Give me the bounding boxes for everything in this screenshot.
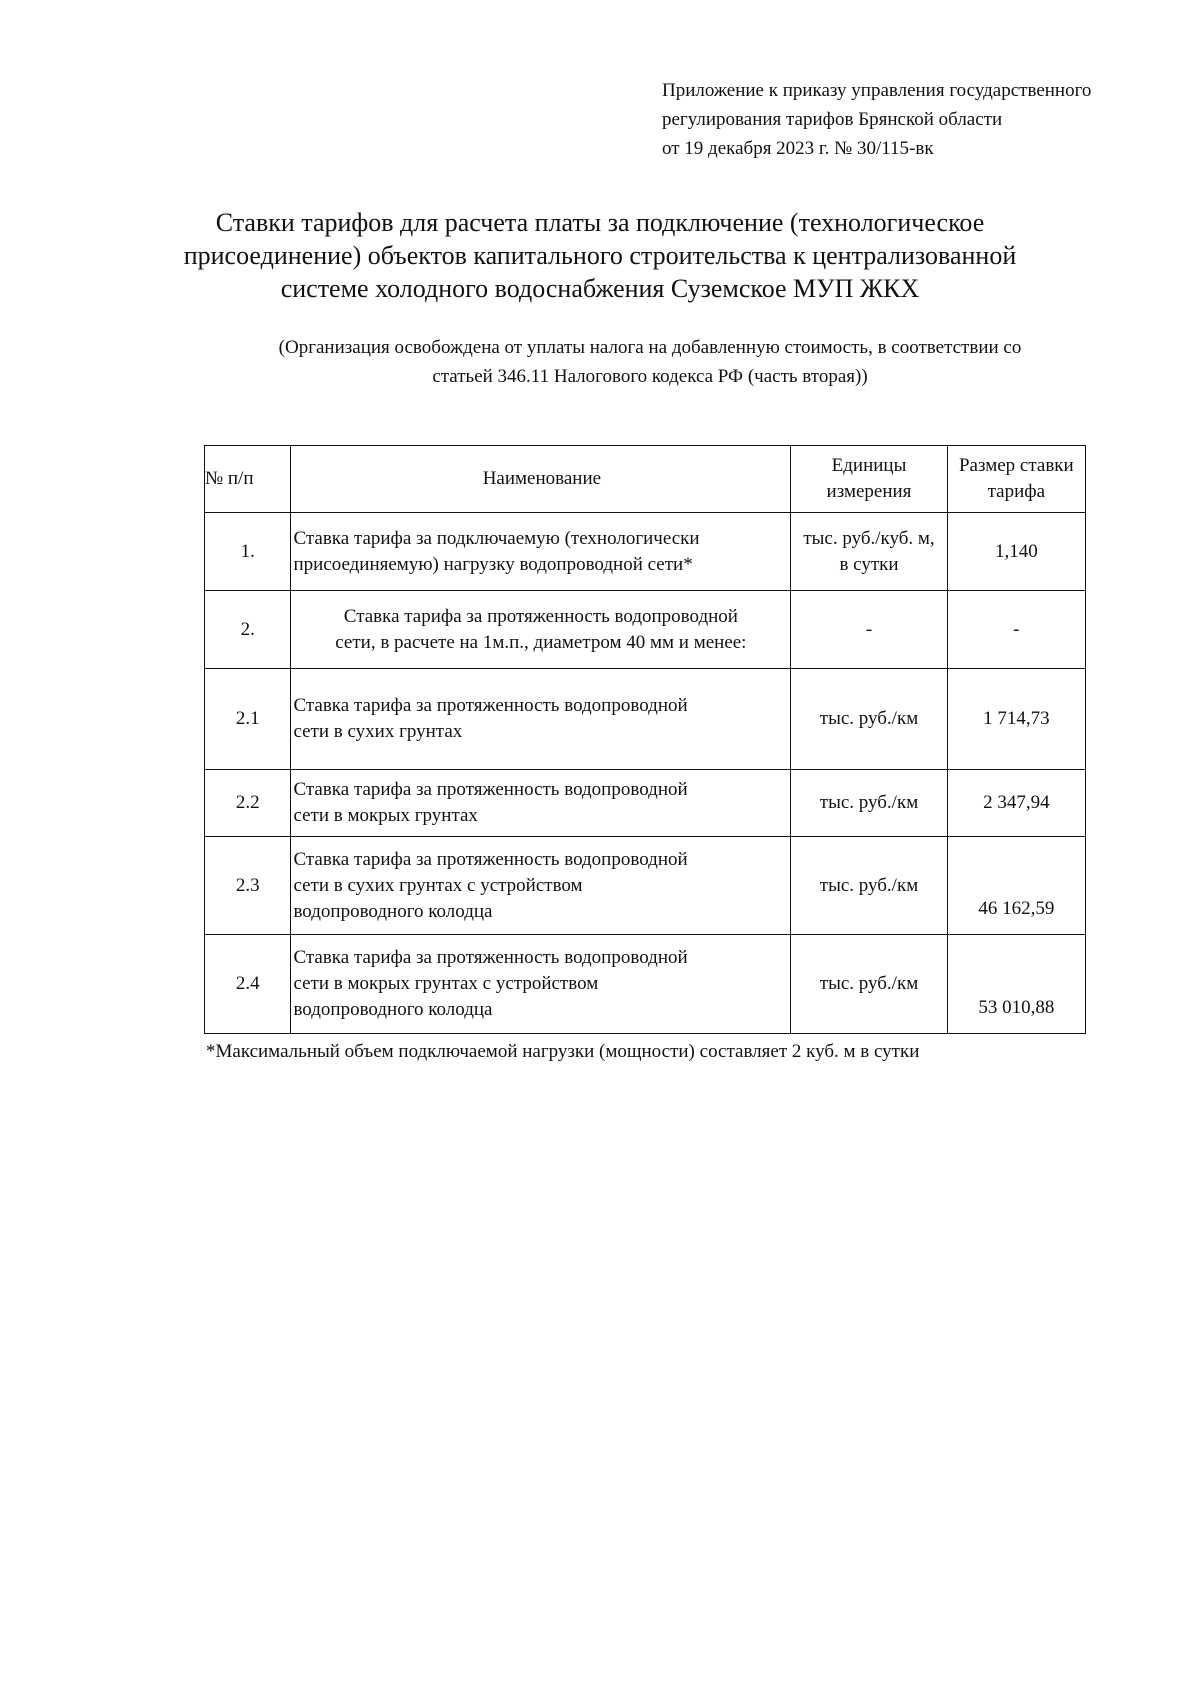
row-unit: тыс. руб./км [791,770,947,837]
document-title [150,206,1050,305]
table-row [205,935,1086,1034]
row-number: 2.2 [205,770,291,837]
table-row [205,513,1086,591]
row-name [291,513,791,591]
row-name-line: сети в мокрых грунтах [293,805,478,826]
note-line: (Организация освобождена от уплаты налога на добавленную стоимость, в соответствии со [278,337,1022,358]
row-unit: тыс. руб./км [791,935,947,1034]
row-number: 2.4 [205,935,291,1034]
header-value [947,446,1085,513]
footnote: *Максимальный объем подключаемой нагрузки (мощности) составляет 2 куб. м в сутки [206,1041,920,1062]
row-value: 53 010,88 [947,935,1085,1034]
tariff-table [204,445,1086,1034]
row-unit: - [791,591,947,669]
note-line: статьей 346.11 Налогового кодекса РФ (часть вторая)) [432,366,868,387]
row-unit [791,513,947,591]
row-name-line: Ставка тарифа за протяженность водопроводной [293,779,688,800]
row-value: 1,140 [947,513,1085,591]
row-name-line: присоединяемую) нагрузку водопроводной сети* [293,553,693,575]
header-name: Наименование [291,446,791,513]
table-row [205,591,1086,669]
row-name [291,669,791,770]
row-value: 2 347,94 [947,770,1085,837]
appendix-reference [662,76,1182,163]
row-name [291,935,791,1034]
row-value: 1 714,73 [947,669,1085,770]
header-unit-line: измерения [826,481,912,502]
row-name-line: сети в сухих грунтах с устройством [293,874,583,896]
header-no: № п/п [205,446,291,513]
row-value: - [947,591,1085,669]
row-name-line: Ставка тарифа за протяженность водопроводной [343,605,738,627]
row-number: 2.3 [205,837,291,935]
row-number: 2. [205,591,291,669]
row-name-line: Ставка тарифа за протяженность водопроводной [293,848,688,870]
row-unit: тыс. руб./км [791,669,947,770]
appendix-line: от 19 декабря 2023 г. № 30/115-вк [662,138,934,159]
header-unit [791,446,947,513]
row-name-line: водопроводного колодца [293,900,493,922]
vat-note [200,333,1100,391]
appendix-line: регулирования тарифов Брянской области [662,109,1003,130]
table-row [205,669,1086,770]
title-line: Ставки тарифов для расчета платы за подключение (технологическое [215,208,985,237]
row-name [291,770,791,837]
header-unit-line: Единицы [831,455,907,476]
row-name-line: Ставка тарифа за протяженность водопроводной [293,695,688,716]
table-header-row [205,446,1086,513]
row-name-line: сети в сухих грунтах [293,721,463,742]
row-unit-line: тыс. руб./куб. м, [803,527,935,549]
row-name-line: водопроводного колодца [293,999,493,1020]
table-row [205,837,1086,935]
row-value: 46 162,59 [947,837,1085,935]
row-name [291,591,791,669]
table-row [205,770,1086,837]
row-name [291,837,791,935]
appendix-line: Приложение к приказу управления государственного [662,80,1092,101]
title-line: присоединение) объектов капитального строительства к централизованной [183,241,1017,270]
row-name-line: сети, в расчете на 1м.п., диаметром 40 мм и менее: [335,631,747,653]
header-value-line: Размер ставки [958,455,1074,476]
row-unit: тыс. руб./км [791,837,947,935]
row-number: 2.1 [205,669,291,770]
title-line: системе холодного водоснабжения Суземское МУП ЖКХ [280,274,920,303]
row-name-line: сети в мокрых грунтах с устройством [293,973,599,994]
row-unit-line: в сутки [839,553,899,575]
row-number: 1. [205,513,291,591]
header-value-line: тарифа [987,481,1046,502]
row-name-line: Ставка тарифа за протяженность водопроводной [293,947,688,968]
row-name-line: Ставка тарифа за подключаемую (технологически [293,527,700,549]
